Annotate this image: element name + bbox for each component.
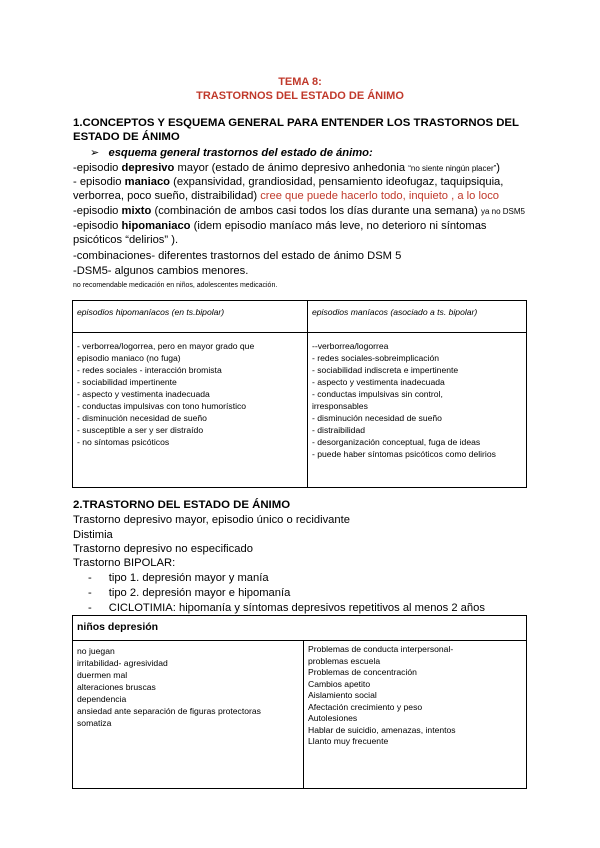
list-item: dependencia	[77, 694, 127, 704]
list-item: - desorganización conceptual, fuga de ideas	[312, 437, 481, 447]
ninos-table-header-row	[73, 616, 527, 641]
header-hipomaniacos: episodios hipomaníacos (en ts.bipolar)	[73, 301, 308, 333]
list-item: somatiza	[77, 718, 112, 728]
list-item: - sociabilidad impertinente	[77, 377, 177, 387]
ninos-right-list	[304, 641, 527, 789]
section1-heading-line2: ESTADO DE ÁNIMO	[73, 131, 180, 143]
list-item: duermen mal	[77, 670, 128, 680]
bipolar-item: - CICLOTIMIA: hipomanía y síntomas depresivos repetitivos al menos 2 años	[88, 602, 485, 614]
list-item: - conductas impulsivas con tono humorístico	[77, 401, 247, 411]
list-item: --verborrea/logorrea	[312, 341, 389, 351]
ninos-depresion-table	[72, 615, 527, 789]
list-item: Llanto muy frecuente	[308, 736, 389, 746]
ninos-table-body-row	[73, 641, 527, 789]
combinaciones-line: -combinaciones- diferentes trastornos del estado de ánimo DSM 5	[73, 250, 402, 262]
list-item: Problemas de concentración	[308, 667, 417, 677]
section2-heading: 2.TRASTORNO DEL ESTADO DE ÁNIMO	[73, 499, 291, 511]
list-item: - disminución necesidad de sueño	[77, 413, 207, 423]
episodes-table	[72, 300, 527, 488]
list-item: Problemas de conducta interpersonal-	[308, 644, 454, 654]
list-item: - puede haber síntomas psicóticos como delirios	[312, 449, 496, 459]
list-item: Cambios apetito	[308, 678, 371, 689]
list-item: irresponsables	[312, 401, 368, 411]
section2-line: Trastorno depresivo no especificado	[73, 543, 253, 555]
bipolar-item: - tipo 1. depresión mayor y manía	[88, 572, 269, 584]
section1-heading	[73, 116, 519, 144]
list-item: problemas escuela	[308, 655, 381, 666]
list-item: episodio maniaco (no fuga)	[77, 353, 181, 363]
list-item: irritabilidad- agresividad	[77, 658, 168, 668]
list-item: - no síntomas psicóticos	[77, 437, 170, 447]
list-item: - sociabilidad indiscreta e impertinente	[312, 365, 459, 375]
list-item: no juegan	[77, 646, 115, 656]
list-item: Afectación crecimiento y peso	[308, 701, 423, 712]
episodes-table-body-row	[73, 333, 527, 488]
episode-hipomaniaco-line2: psicóticos “delirios” ).	[73, 234, 179, 246]
list-item: - susceptible a ser y ser distraído	[77, 425, 204, 435]
section1-heading-line1: 1.CONCEPTOS Y ESQUEMA GENERAL PARA ENTENDER LOS TRASTORNOS DEL	[73, 117, 519, 129]
section2-line: Trastorno depresivo mayor, episodio único o recidivante	[73, 514, 350, 526]
ninos-left-list	[73, 641, 304, 789]
ninos-table-header: niños depresión	[73, 616, 527, 641]
list-item: Autolesiones	[308, 713, 358, 723]
list-item: - aspecto y vestimenta inadecuada	[77, 389, 210, 399]
list-item: - redes sociales-sobreimplicación	[312, 353, 440, 363]
list-item: - redes sociales - interacción bromista	[77, 365, 222, 375]
medication-note: no recomendable medicación en niños, adolescentes medicación.	[73, 282, 278, 289]
dash-bullet-icon: -	[88, 587, 92, 599]
dsm5-line: -DSM5- algunos cambios menores.	[73, 265, 249, 277]
list-item: - verborrea/logorrea, pero en mayor grado que	[77, 341, 255, 351]
episode-maniaco-line2: verborrea, poco sueño, distraibilidad) cree que puede hacerlo todo, inquieto , a lo loco	[73, 190, 500, 202]
list-item: - conductas impulsivas sin control,	[312, 389, 443, 399]
list-item: - distraibilidad	[312, 425, 366, 435]
subheading-text: esquema general trastornos del estado de ánimo:	[108, 147, 373, 159]
bipolar-item: - tipo 2. depresión mayor e hipomanía	[88, 587, 291, 599]
episode-hipomaniaco: -episodio hipomaniaco (idem episodio maníaco más leve, no deterioro ni síntomas	[73, 220, 487, 232]
dash-bullet-icon: -	[88, 602, 92, 614]
section2-line: Distimia	[73, 529, 113, 541]
episode-depresivo: -episodio depresivo mayor (estado de ánimo depresivo anhedonia “no siente ningún placer”)	[73, 162, 501, 174]
list-item: alteraciones bruscas	[77, 682, 156, 692]
header-maniacos: episodios maníacos (asociado a ts. bipolar)	[308, 301, 527, 333]
section2-line: Trastorno BIPOLAR:	[73, 557, 176, 569]
list-item: Hablar de suicidio, amenazas, intentos	[308, 724, 456, 735]
page-title-line1: TEMA 8:	[278, 76, 322, 88]
episode-mixto: -episodio mixto (combinación de ambos casi todos los días durante una semana) ya no DSM5	[73, 205, 525, 217]
list-item: ansiedad ante separación de figuras protectoras	[77, 706, 261, 716]
episodes-table-header-row	[73, 301, 527, 333]
list-item: - aspecto y vestimenta inadecuada	[312, 377, 445, 387]
dash-bullet-icon: -	[88, 572, 92, 584]
list-item: Aislamiento social	[308, 690, 377, 700]
arrow-bullet-icon: ➢	[90, 147, 100, 159]
hipomaniacos-list	[73, 333, 308, 488]
list-item: - disminución necesidad de sueño	[312, 413, 442, 423]
page-title-line2: TRASTORNOS DEL ESTADO DE ÁNIMO	[196, 90, 404, 102]
episode-maniaco: - episodio maniaco (expansividad, grandiosidad, pensamiento ideofugaz, taquipsiquia,	[73, 176, 504, 188]
section1-subheading	[90, 146, 373, 159]
maniacos-list	[308, 333, 527, 488]
